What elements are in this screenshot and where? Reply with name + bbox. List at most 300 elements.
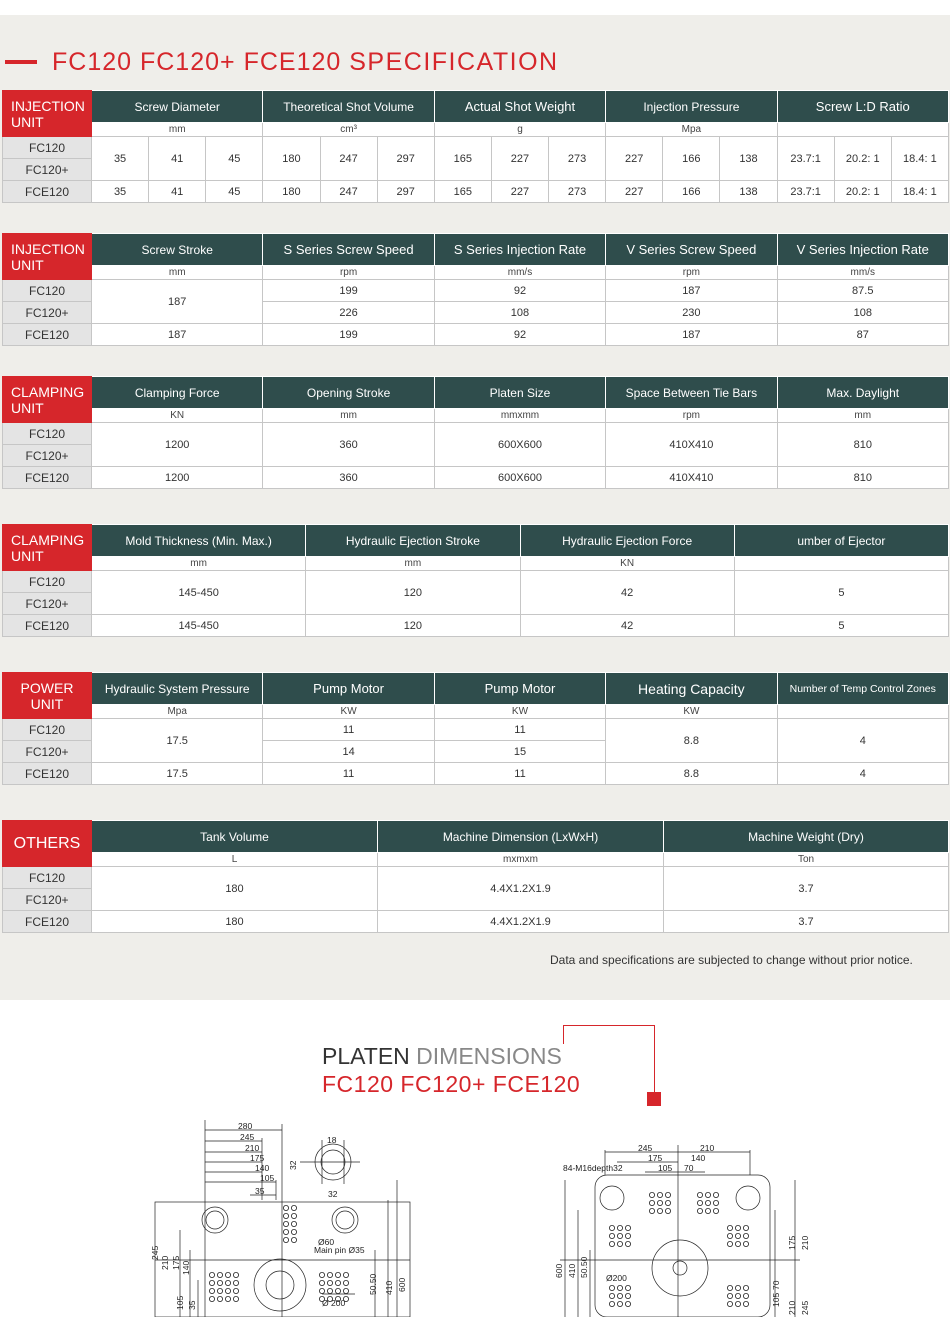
bolt-hole <box>657 1200 662 1205</box>
value-cell: 45 <box>206 181 263 203</box>
col-header: Theoretical Shot Volume <box>263 91 434 123</box>
bolt-hole <box>625 1293 630 1298</box>
model-label: FC120 <box>3 423 92 445</box>
col-header: Heating Capacity <box>606 673 777 705</box>
bolt-hole <box>609 1241 614 1246</box>
dim-label: 140 <box>691 1153 706 1163</box>
bolt-hole <box>735 1285 740 1290</box>
dim-label: 32 <box>328 1189 338 1199</box>
dim-label: 245 <box>800 1300 810 1315</box>
value-cell: 297 <box>377 137 434 181</box>
unit-cell: mxmxm <box>378 853 664 867</box>
bolt-hole <box>735 1301 740 1306</box>
unit-cell: mm <box>777 409 948 423</box>
bolt-hole <box>649 1200 654 1205</box>
dim-label: 175 <box>787 1235 797 1250</box>
value-cell: 5 <box>734 571 948 615</box>
bolt-hole <box>727 1241 732 1246</box>
bolt-hole <box>727 1233 732 1238</box>
value-cell: 17.5 <box>92 763 263 785</box>
dim-label: 32 <box>288 1160 298 1170</box>
bolt-hole <box>617 1293 622 1298</box>
model-label: FC120+ <box>3 159 92 181</box>
bolt-hole <box>735 1225 740 1230</box>
col-header: Space Between Tie Bars <box>606 377 777 409</box>
bolt-hole <box>743 1301 748 1306</box>
bolt-hole <box>335 1272 340 1277</box>
value-cell: 360 <box>263 467 434 489</box>
model-label: FC120 <box>3 571 92 593</box>
bolt-hole <box>609 1233 614 1238</box>
value-cell: 23.7:1 <box>777 137 834 181</box>
dim-label: Ø 200 <box>322 1298 346 1308</box>
bolt-hole <box>217 1280 222 1285</box>
value-cell: 4 <box>777 763 948 785</box>
value-cell: 166 <box>663 181 720 203</box>
value-cell: 227 <box>491 137 548 181</box>
value-cell: 4.4X1.2X1.9 <box>378 867 664 911</box>
bolt-hole <box>727 1285 732 1290</box>
dim-label: 210 <box>700 1143 715 1153</box>
bolt-hole <box>617 1301 622 1306</box>
bolt-hole <box>625 1241 630 1246</box>
dim-label: 18 <box>327 1135 337 1145</box>
unit-cell: Mpa <box>92 705 263 719</box>
model-label: FC120 <box>3 719 92 741</box>
col-header: S Series Screw Speed <box>263 234 434 266</box>
bolt-hole <box>705 1208 710 1213</box>
bolt-hole <box>649 1192 654 1197</box>
bolt-hole <box>217 1288 222 1293</box>
unit-cell <box>734 557 948 571</box>
value-cell: 14 <box>263 741 434 763</box>
value-cell: 41 <box>149 181 206 203</box>
bolt-hole <box>735 1233 740 1238</box>
model-label: FC120 <box>3 867 92 889</box>
bolt-hole <box>291 1229 296 1234</box>
page-title: FC120 FC120+ FCE120 SPECIFICATION <box>52 48 559 76</box>
unit-cell: mmxmm <box>434 409 605 423</box>
bolt-hole <box>335 1288 340 1293</box>
value-cell: 87 <box>777 324 948 346</box>
value-cell: 11 <box>434 763 605 785</box>
col-header: Opening Stroke <box>263 377 434 409</box>
bolt-hole <box>713 1192 718 1197</box>
bolt-hole <box>705 1192 710 1197</box>
col-header: Machine Weight (Dry) <box>664 821 949 853</box>
bolt-hole <box>343 1280 348 1285</box>
bolt-hole <box>743 1225 748 1230</box>
dim-label: 105 <box>260 1173 275 1183</box>
bolt-hole <box>283 1221 288 1226</box>
col-header: Hydraulic Ejection Stroke <box>306 525 520 557</box>
value-cell: 92 <box>434 324 605 346</box>
model-label: FC120 <box>3 280 92 302</box>
bolt-hole <box>617 1225 622 1230</box>
bolt-hole <box>225 1296 230 1301</box>
model-label: FCE120 <box>3 467 92 489</box>
col-header: Pump Motor <box>434 673 605 705</box>
section-label: INJECTION UNIT <box>3 91 92 137</box>
injection-unit-table-2 <box>2 233 949 346</box>
value-cell: 4.4X1.2X1.9 <box>378 911 664 933</box>
unit-cell <box>777 123 948 137</box>
title-accent-bar <box>5 60 37 64</box>
unit-cell: KN <box>92 409 263 423</box>
value-cell: 45 <box>206 137 263 181</box>
model-label: FCE120 <box>3 181 92 203</box>
dim-label: 140 <box>181 1260 191 1275</box>
bolt-hole <box>283 1237 288 1242</box>
value-cell: 120 <box>306 615 520 637</box>
accent-square <box>647 1092 661 1106</box>
model-label: FCE120 <box>3 324 92 346</box>
bolt-hole <box>735 1241 740 1246</box>
model-label: FCE120 <box>3 763 92 785</box>
value-cell: 4 <box>777 719 948 763</box>
value-cell: 180 <box>92 867 378 911</box>
disclaimer-note: Data and specifications are subjected to change without prior notice. <box>550 953 913 967</box>
dim-label: 70 <box>771 1280 781 1290</box>
value-cell: 87.5 <box>777 280 948 302</box>
value-cell: 410X410 <box>606 467 777 489</box>
value-cell: 187 <box>92 324 263 346</box>
value-cell: 8.8 <box>606 719 777 763</box>
bolt-hole <box>743 1241 748 1246</box>
unit-cell: mm/s <box>434 266 605 280</box>
col-header: Screw Diameter <box>92 91 263 123</box>
value-cell: 18.4: 1 <box>891 181 948 203</box>
dim-label: 245 <box>638 1143 653 1153</box>
bolt-hole <box>233 1296 238 1301</box>
bolt-hole <box>625 1301 630 1306</box>
bolt-hole <box>283 1229 288 1234</box>
bolt-hole <box>233 1280 238 1285</box>
value-cell: 120 <box>306 571 520 615</box>
bolt-hole <box>665 1192 670 1197</box>
value-cell: 35 <box>92 137 149 181</box>
unit-cell: KW <box>606 705 777 719</box>
unit-cell: mm <box>306 557 520 571</box>
value-cell: 108 <box>434 302 605 324</box>
value-cell: 226 <box>263 302 434 324</box>
value-cell: 11 <box>434 719 605 741</box>
bolt-hole <box>705 1200 710 1205</box>
dim-label: 210 <box>160 1255 170 1270</box>
col-header: Mold Thickness (Min. Max.) <box>92 525 306 557</box>
bolt-hole <box>327 1280 332 1285</box>
dim-label: 175 <box>171 1255 181 1270</box>
value-cell: 273 <box>549 137 606 181</box>
value-cell: 42 <box>520 571 734 615</box>
bolt-hole <box>283 1213 288 1218</box>
bolt-hole <box>225 1272 230 1277</box>
value-cell: 145-450 <box>92 615 306 637</box>
bolt-hole <box>609 1293 614 1298</box>
bolt-hole <box>209 1272 214 1277</box>
bolt-hole <box>283 1205 288 1210</box>
dim-label: 600 <box>397 1277 407 1292</box>
bolt-hole <box>217 1272 222 1277</box>
unit-cell: KW <box>263 705 434 719</box>
unit-cell: L <box>92 853 378 867</box>
unit-cell: mm <box>92 123 263 137</box>
unit-cell: Mpa <box>606 123 777 137</box>
value-cell: 166 <box>663 137 720 181</box>
dim-label: 280 <box>238 1121 253 1131</box>
col-header: Max. Daylight <box>777 377 948 409</box>
value-cell: 187 <box>606 280 777 302</box>
col-header: Tank Volume <box>92 821 378 853</box>
value-cell: 11 <box>263 719 434 741</box>
unit-cell <box>777 705 948 719</box>
bolt-hole <box>743 1285 748 1290</box>
dim-label: 70 <box>684 1163 694 1173</box>
col-header: Pump Motor <box>263 673 434 705</box>
bolt-hole <box>697 1208 702 1213</box>
bolt-hole <box>609 1225 614 1230</box>
col-header: Hydraulic Ejection Force <box>520 525 734 557</box>
bolt-hole <box>217 1296 222 1301</box>
value-cell: 180 <box>92 911 378 933</box>
dim-label: Ø60 <box>318 1237 335 1247</box>
col-header: Machine Dimension (LxWxH) <box>378 821 664 853</box>
section-label: CLAMPING UNIT <box>3 377 92 423</box>
bolt-hole <box>697 1192 702 1197</box>
bolt-hole <box>225 1288 230 1293</box>
unit-cell: rpm <box>606 409 777 423</box>
value-cell: 180 <box>263 181 320 203</box>
section-label: POWER UNIT <box>3 673 92 719</box>
model-label: FC120 <box>3 137 92 159</box>
bolt-hole <box>327 1288 332 1293</box>
unit-cell: mm/s <box>777 266 948 280</box>
bolt-hole <box>209 1288 214 1293</box>
bolt-hole <box>625 1233 630 1238</box>
bolt-hole <box>625 1225 630 1230</box>
value-cell: 247 <box>320 181 377 203</box>
bolt-hole <box>233 1288 238 1293</box>
value-cell: 20.2: 1 <box>834 137 891 181</box>
value-cell: 11 <box>263 763 434 785</box>
bolt-hole <box>617 1285 622 1290</box>
model-label: FC120+ <box>3 889 92 911</box>
value-cell: 3.7 <box>664 911 949 933</box>
power-unit-table <box>2 672 949 785</box>
bolt-hole <box>225 1280 230 1285</box>
value-cell: 230 <box>606 302 777 324</box>
model-label: FC120+ <box>3 741 92 763</box>
value-cell: 810 <box>777 423 948 467</box>
bolt-hole <box>727 1225 732 1230</box>
section-label: OTHERS <box>3 821 92 867</box>
dim-label: Main pin Ø35 <box>314 1245 365 1255</box>
dim-label: 410 <box>384 1280 394 1295</box>
value-cell: 108 <box>777 302 948 324</box>
col-header: umber of Ejector <box>734 525 948 557</box>
section-label: INJECTION UNIT <box>3 234 92 280</box>
value-cell: 1200 <box>92 423 263 467</box>
dim-label: 105 <box>175 1295 185 1310</box>
others-table <box>2 820 949 933</box>
platen-title: PLATEN DIMENSIONS <box>322 1043 562 1069</box>
dim-label: 175 <box>648 1153 663 1163</box>
value-cell: 165 <box>434 137 491 181</box>
model-label: FCE120 <box>3 615 92 637</box>
section-label: CLAMPING UNIT <box>3 525 92 571</box>
bolt-hole <box>291 1205 296 1210</box>
bolt-hole <box>291 1213 296 1218</box>
bolt-hole <box>319 1272 324 1277</box>
bolt-hole <box>233 1272 238 1277</box>
value-cell: 17.5 <box>92 719 263 763</box>
bolt-hole <box>649 1208 654 1213</box>
dim-label: 410 <box>567 1263 577 1278</box>
dim-label: 600 <box>554 1263 564 1278</box>
value-cell: 227 <box>606 181 663 203</box>
value-cell: 41 <box>149 137 206 181</box>
bolt-hole <box>335 1280 340 1285</box>
value-cell: 199 <box>263 324 434 346</box>
value-cell: 18.4: 1 <box>891 137 948 181</box>
bolt-hole <box>617 1241 622 1246</box>
bolt-hole <box>665 1200 670 1205</box>
value-cell: 410X410 <box>606 423 777 467</box>
dim-label: 105 <box>658 1163 673 1173</box>
value-cell: 42 <box>520 615 734 637</box>
dim-label: 210 <box>787 1300 797 1315</box>
left-dim-labels <box>150 1121 407 1310</box>
dim-label: 105 <box>771 1292 781 1307</box>
value-cell: 138 <box>720 137 777 181</box>
model-label: FC120+ <box>3 302 92 324</box>
value-cell: 600X600 <box>434 423 605 467</box>
injection-unit-table-1 <box>2 90 949 203</box>
platen-drawings <box>0 1110 950 1317</box>
bolt-hole <box>625 1285 630 1290</box>
value-cell: 1200 <box>92 467 263 489</box>
dim-label: 140 <box>255 1163 270 1173</box>
unit-cell: cm³ <box>263 123 434 137</box>
value-cell: 247 <box>320 137 377 181</box>
dim-label: 245 <box>150 1245 160 1260</box>
col-header: Clamping Force <box>92 377 263 409</box>
value-cell: 145-450 <box>92 571 306 615</box>
bolt-hole <box>609 1285 614 1290</box>
unit-cell: mm <box>92 557 306 571</box>
value-cell: 138 <box>720 181 777 203</box>
value-cell: 92 <box>434 280 605 302</box>
value-cell: 8.8 <box>606 763 777 785</box>
bolt-hole <box>657 1208 662 1213</box>
value-cell: 360 <box>263 423 434 467</box>
unit-cell: rpm <box>263 266 434 280</box>
bolt-hole <box>327 1272 332 1277</box>
bolt-hole <box>713 1200 718 1205</box>
col-header: Screw Stroke <box>92 234 263 266</box>
dim-label: 245 <box>240 1132 255 1142</box>
unit-cell: mm <box>92 266 263 280</box>
dim-label: 35 <box>187 1300 197 1310</box>
bolt-hole <box>727 1301 732 1306</box>
unit-cell: KW <box>434 705 605 719</box>
unit-cell: mm <box>263 409 434 423</box>
dim-label: 210 <box>800 1235 810 1250</box>
bolt-hole <box>697 1200 702 1205</box>
value-cell: 5 <box>734 615 948 637</box>
value-cell: 3.7 <box>664 867 949 911</box>
unit-cell: Ton <box>664 853 949 867</box>
value-cell: 35 <box>92 181 149 203</box>
bolt-hole <box>657 1192 662 1197</box>
dim-label: 175 <box>250 1153 265 1163</box>
clamping-unit-table-1 <box>2 376 949 489</box>
value-cell: 187 <box>606 324 777 346</box>
bolt-hole <box>343 1272 348 1277</box>
value-cell: 810 <box>777 467 948 489</box>
value-cell: 297 <box>377 181 434 203</box>
unit-cell: rpm <box>606 266 777 280</box>
value-cell: 23.7:1 <box>777 181 834 203</box>
dim-label: Ø200 <box>606 1273 627 1283</box>
value-cell: 199 <box>263 280 434 302</box>
right-grid-holes <box>609 1192 748 1306</box>
unit-cell: g <box>434 123 605 137</box>
col-header: S Series Injection Rate <box>434 234 605 266</box>
bolt-hole <box>727 1293 732 1298</box>
value-cell: 227 <box>491 181 548 203</box>
unit-cell: KN <box>520 557 734 571</box>
dim-label: 210 <box>245 1143 260 1153</box>
dim-label: 50.50 <box>579 1256 589 1278</box>
value-cell: 180 <box>263 137 320 181</box>
col-header: Hydraulic System Pressure <box>92 673 263 705</box>
col-header: Number of Temp Control Zones <box>777 673 948 705</box>
bolt-hole <box>319 1288 324 1293</box>
value-cell: 187 <box>92 280 263 324</box>
dim-label: 35 <box>255 1186 265 1196</box>
col-header: V Series Injection Rate <box>777 234 948 266</box>
value-cell: 165 <box>434 181 491 203</box>
bolt-hole <box>735 1293 740 1298</box>
value-cell: 20.2: 1 <box>834 181 891 203</box>
bolt-hole <box>291 1221 296 1226</box>
model-label: FC120+ <box>3 445 92 467</box>
bolt-hole <box>209 1280 214 1285</box>
model-label: FC120+ <box>3 593 92 615</box>
value-cell: 227 <box>606 137 663 181</box>
right-dim-labels <box>554 1143 810 1315</box>
bolt-hole <box>291 1237 296 1242</box>
col-header: Platen Size <box>434 377 605 409</box>
bolt-hole <box>209 1296 214 1301</box>
value-cell: 273 <box>549 181 606 203</box>
col-header: Actual Shot Weight <box>434 91 605 123</box>
platen-models: FC120 FC120+ FCE120 <box>322 1071 581 1097</box>
bolt-hole <box>617 1233 622 1238</box>
bolt-hole <box>319 1280 324 1285</box>
bolt-hole <box>713 1208 718 1213</box>
bolt-hole <box>609 1301 614 1306</box>
clamping-unit-table-2 <box>2 524 949 637</box>
value-cell: 15 <box>434 741 605 763</box>
bolt-hole <box>343 1288 348 1293</box>
bolt-hole <box>743 1293 748 1298</box>
bolt-hole <box>665 1208 670 1213</box>
bolt-hole <box>743 1233 748 1238</box>
col-header: Injection Pressure <box>606 91 777 123</box>
dim-label: 50.50 <box>368 1273 378 1295</box>
